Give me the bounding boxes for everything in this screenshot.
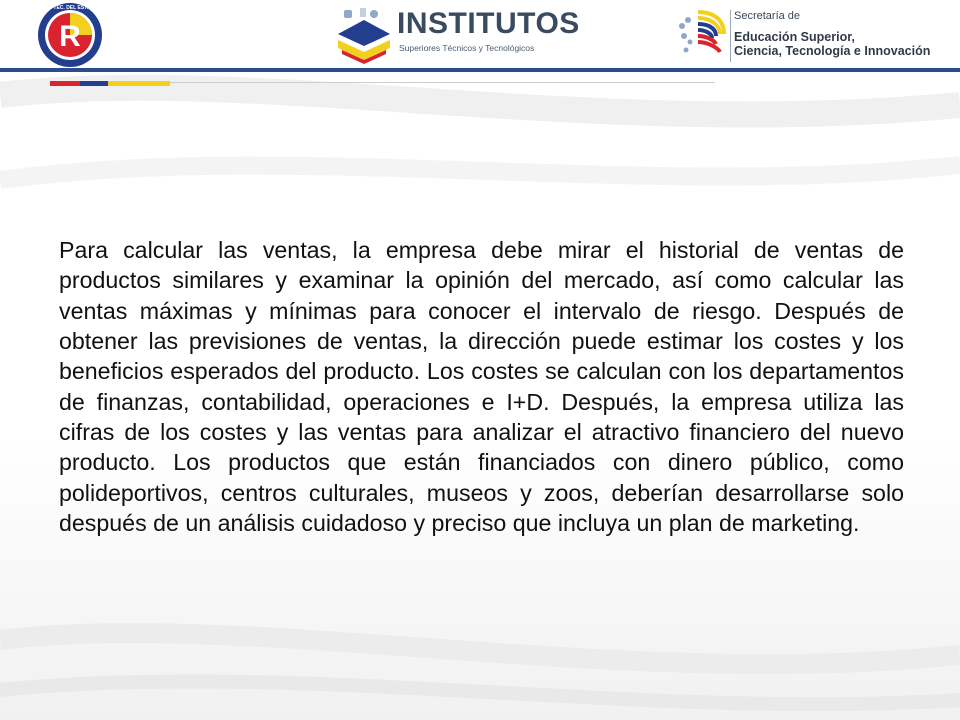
seal-logo-icon <box>28 2 112 68</box>
institutos-subtitle: Superiores Técnicos y Tecnológicos <box>399 43 535 53</box>
flag-bar-red <box>50 81 80 86</box>
senescyt-line1: Secretaría de <box>734 10 801 22</box>
header <box>0 0 960 72</box>
header-rule <box>0 68 960 72</box>
svg-text:R: R <box>59 20 81 53</box>
senescyt-icon <box>674 6 730 62</box>
senescyt-divider <box>730 10 731 62</box>
senescyt-line3: Ciencia, Tecnología e Innovación <box>734 44 931 58</box>
body-paragraph: Para calcular las ventas, la empresa debe mirar el historial de ventas de productos similares y examinar la opinión del mercado, así como calcular las ventas máximas y mínimas para conocer el intervalo de riesgo. Después de obtener las previsiones de ventas, la dirección puede estimar los costes y los beneficios esperados del producto. Los costes se calculan con los departamentos de finanzas, contabilidad, operaciones e I+D. Después, la empresa utiliza las cifras de los costes y las ventas para analizar el atractivo financiero del nuevo producto. Los productos que están financiados con dinero público, como polideportivos, centros culturales, museos y zoos, deberían desarrollarse solo después de un análisis cuidadoso y preciso que incluya un plan de marketing. <box>59 237 904 536</box>
senescyt-line2: Educación Superior, <box>734 30 855 44</box>
flag-bar-blue <box>80 81 108 86</box>
flag-bar-yellow <box>108 81 170 86</box>
institutos-title: INSTITUTOS <box>397 7 580 40</box>
header-thin-rule <box>170 82 715 83</box>
institutos-icon <box>334 6 394 64</box>
svg-text:UNI. TEC. DEL ESTADO: UNI. TEC. DEL ESTADO <box>42 5 98 11</box>
